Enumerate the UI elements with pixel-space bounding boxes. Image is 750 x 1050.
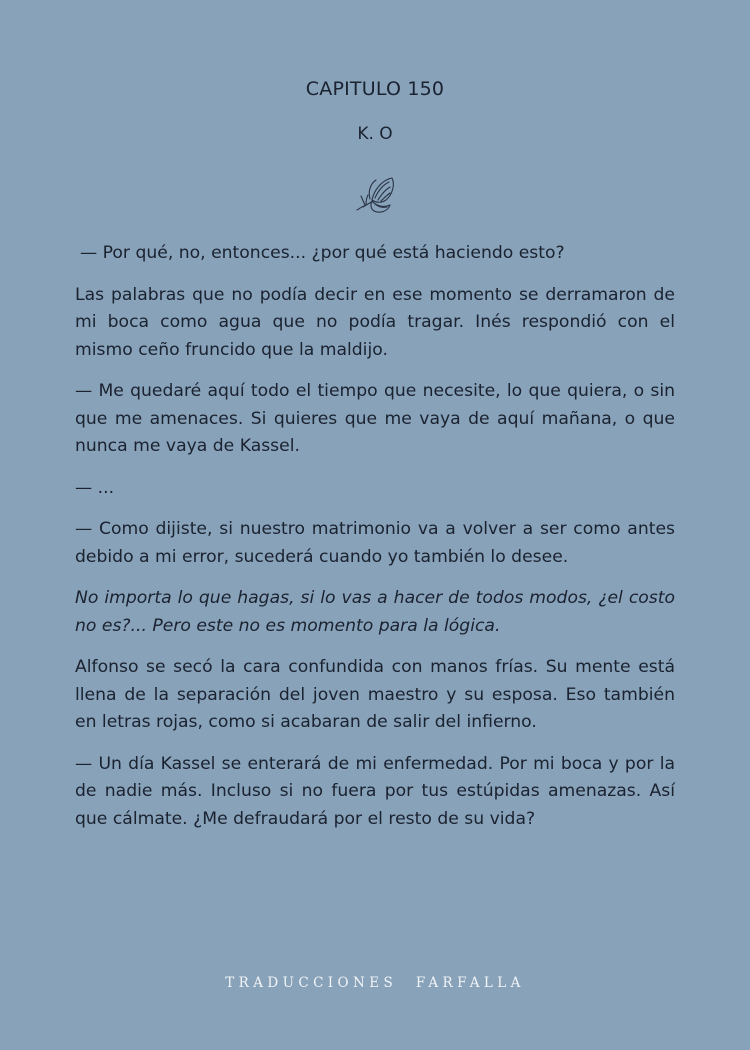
paragraph: — Como dijiste, si nuestro matrimonio va a volver a ser como antes debido a mi error, sucederá cuando yo también lo desee. (75, 519, 675, 567)
paragraph: — Por qué, no, entonces... ¿por qué está haciendo esto? (80, 243, 565, 263)
paragraph: — Me quedaré aquí todo el tiempo que necesite, lo que quiera, o sin que me amenaces. Si quieres que me vaya de aquí mañana, o que nunca me vaya de Kassel. (75, 381, 675, 456)
chapter-body (75, 240, 675, 847)
paragraph: — Un día Kassel se enterará de mi enfermedad. Por mi boca y por la de nadie más. Incluso si no fuera por tus estúpidas amenazas. Así que cálmate. ¿Me defraudará por el resto de su vida? (75, 753, 675, 829)
butterfly-icon (352, 174, 398, 216)
paragraph: Alfonso se secó la cara confundida con manos frías. Su mente está llena de la separación del joven maestro y su esposa. Eso también en letras rojas, como si acabaran de salir del infierno. (75, 657, 675, 732)
paragraph: Las palabras que no podía decir en ese momento se derramaron de mi boca como agua que no podía tragar. Inés respondió con el mismo ceño fruncido que la maldijo. (75, 284, 675, 360)
paragraph-italic: No importa lo que hagas, si lo vas a hacer de todos modos, ¿el costo no es?... Pero este no es momento para la lógica. (75, 588, 675, 636)
chapter-title: CAPITULO 150 (305, 78, 445, 100)
paragraph: — ... (75, 477, 115, 498)
chapter-subtitle: K. O (357, 124, 393, 144)
footer-credit: TRADUCCIONES FARFALLA (225, 975, 525, 991)
